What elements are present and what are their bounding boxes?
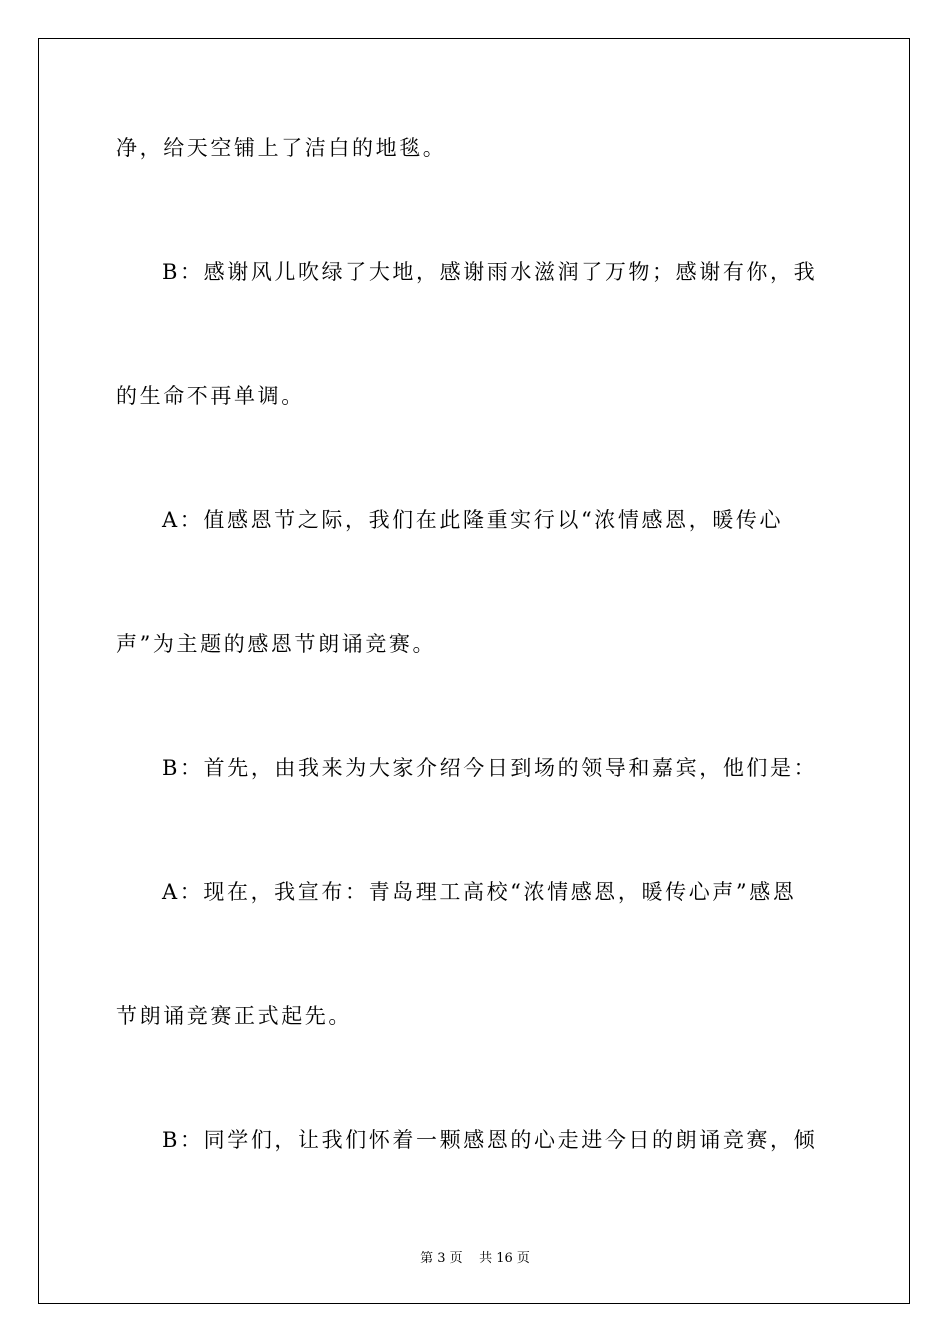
body-line: A：现在，我宣布：青岛理工高校“浓情感恩，暖传心声”感恩: [162, 880, 797, 904]
body-line: B：感谢风儿吹绿了大地，感谢雨水滋润了万物；感谢有你，我: [162, 260, 818, 284]
body-line: A：值感恩节之际，我们在此隆重实行以“浓情感恩，暖传心: [162, 508, 784, 532]
body-line: 的生命不再单调。: [116, 384, 305, 408]
body-line: B：同学们，让我们怀着一颗感恩的心走进今日的朗诵竞赛，倾: [162, 1128, 818, 1152]
body-line: 节朗诵竞赛正式起先。: [116, 1004, 352, 1028]
page-border: [38, 38, 910, 1304]
body-line: B：首先，由我来为大家介绍今日到场的领导和嘉宾，他们是：: [162, 756, 818, 780]
body-line: 净，给天空铺上了洁白的地毯。: [116, 136, 447, 160]
body-line: 声”为主题的感恩节朗诵竞赛。: [116, 632, 437, 656]
page-number-footer: 第 3 页 共 16 页: [420, 1251, 530, 1266]
